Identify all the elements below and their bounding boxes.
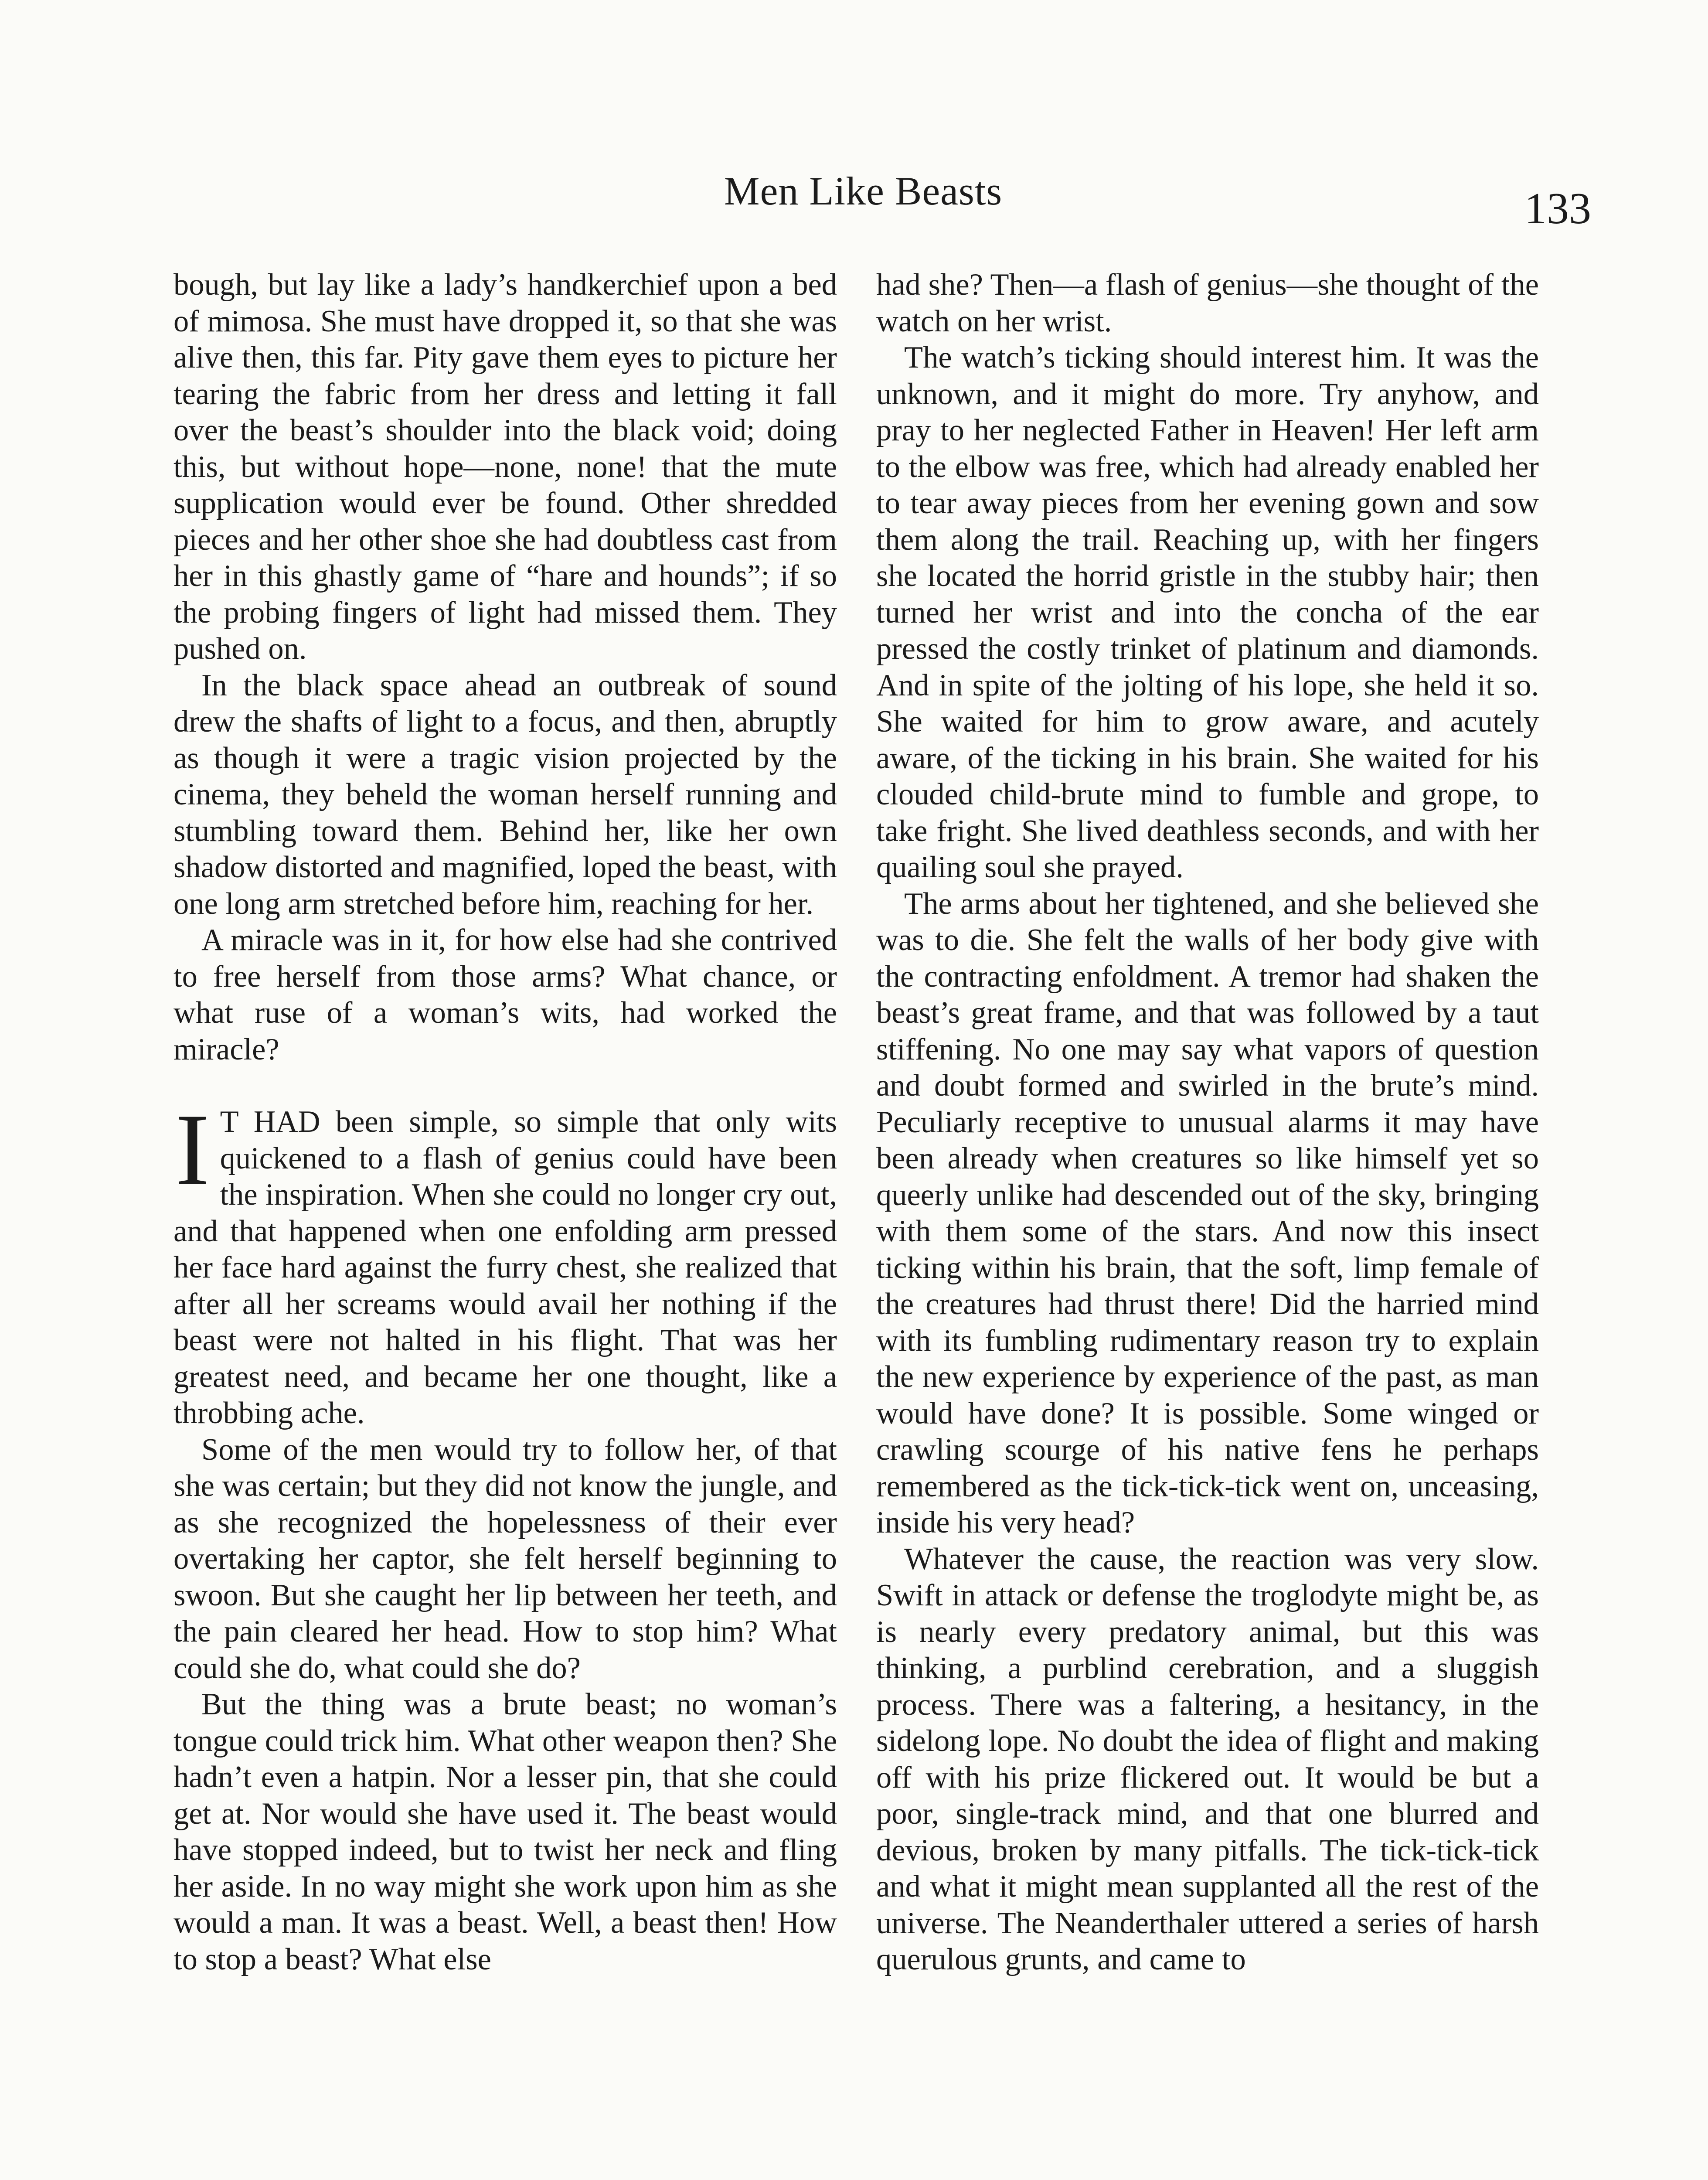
section-opening-text: T HAD been simple, so simple that only wits quickened to a flash of genius could have been the inspiration. When she could no longer cry out, and that happened when one enfolding arm pressed her face hard against the furry chest, she realized that after all her screams would avail her nothing if the beast were not halted in his flight. That was her greatest need, and became her one thought, like a throbbing ache. [174, 1105, 837, 1430]
page-number: 133 [1524, 184, 1591, 233]
running-title: Men Like Beasts [724, 169, 1003, 213]
paragraph: A miracle was in it, for how else had she contrived to free herself from those arms? What chance, or what ruse of a woman’s wits, had worked the miracle? [174, 923, 837, 1066]
paragraph: Whatever the cause, the reaction was very slow. Swift in attack or defense the troglodyte might be, as is nearly every predatory animal, but this was thinking, a purblind cerebration, and a sluggish process. There was a faltering, a hesitancy, in the sidelong lope. No doubt the idea of flight and making off with his prize flickered out. It would be but a poor, single-track mind, and that one blurred and devious, broken by many pitfalls. The tick-tick-tick and what it might mean supplanted all the rest of the universe. The Neanderthaler uttered a series of harsh querulous grunts, and came to [876, 1542, 1539, 1976]
paragraph: Some of the men would try to follow her, of that she was certain; but they did not know the jungle, and as she recognized the hopelessness of their ever overtaking her captor, she felt herself beginning to swoon. But she caught her lip between her teeth, and the pain cleared her head. How to stop him? What could she do, what could she do? [174, 1432, 837, 1685]
paragraph: had she? Then—a flash of genius—she thought of the watch on her wrist. [876, 268, 1539, 338]
paragraph: In the black space ahead an outbreak of sound drew the shafts of light to a focus, and then, abruptly as though it were a tragic vision projected by the cinema, they beheld the woman herself running and stumbling toward them. Behind her, like her own shadow distorted and magnified, loped the beast, with one long arm stretched before him, reaching for her. [174, 668, 837, 921]
right-column [876, 267, 1539, 1978]
paragraph: But the thing was a brute beast; no woman’s tongue could trick him. What other weapon then? She hadn’t even a hatpin. Nor a lesser pin, that she could get at. Nor would she have used it. The beast would have stopped indeed, but to twist her neck and fling her aside. In no way might she work upon him as she would a man. It was a beast. Well, a beast then! How to stop a beast? What else [174, 1687, 837, 1976]
left-column [174, 267, 837, 1978]
paragraph: The arms about her tightened, and she believed she was to die. She felt the walls of her body give with the contracting enfoldment. A tremor had shaken the beast’s great frame, and that was followed by a taut stiffening. No one may say what vapors of question and doubt formed and swirled in the brute’s mind. Peculiarly receptive to unusual alarms it may have been already when creatures so like himself yet so queerly unlike had descended out of the sky, bringing with them some of the stars. And now this insect ticking within his brain, that the soft, limp female of the creatures had thrust there! Did the harried mind with its fumbling rudimentary reason try to explain the new experience by experience of the past, as man would have done? It is possible. Some winged or crawling scourge of his native fens he perhaps remembered as the tick-tick-tick went on, unceasing, inside his very head? [876, 886, 1539, 1540]
drop-cap: I [175, 1093, 210, 1207]
paragraph: bough, but lay like a lady’s handkerchief upon a bed of mimosa. She must have dropped it, so that she was alive then, this far. Pity gave them eyes to picture her tearing the fabric from her dress and letting it fall over the beast’s shoulder into the black void; doing this, but without hope—none, none! that the mute supplication would ever be found. Other shredded pieces and her other shoe she had doubtless cast from her in this ghastly game of “hare and hounds”; if so the probing fingers of light had missed them. They pushed on. [174, 268, 837, 666]
section-opening-paragraph [174, 1093, 837, 1432]
paragraph: The watch’s ticking should interest him. It was the unknown, and it might do more. Try anyhow, and pray to her neglected Father in Heaven! Her left arm to the elbow was free, which had already enabled her to tear away pieces from her evening gown and sow them along the trail. Reaching up, with her fingers she located the horrid gristle in the stubby hair; then turned her wrist and into the concha of the ear pressed the costly trinket of platinum and diamonds. And in spite of the jolting of his lope, she held it so. She waited for him to grow aware, and acutely aware, of the ticking in his brain. She waited for his clouded child-brute mind to fumble and grope, to take fright. She lived deathless seconds, and with her quailing soul she prayed. [876, 341, 1539, 884]
